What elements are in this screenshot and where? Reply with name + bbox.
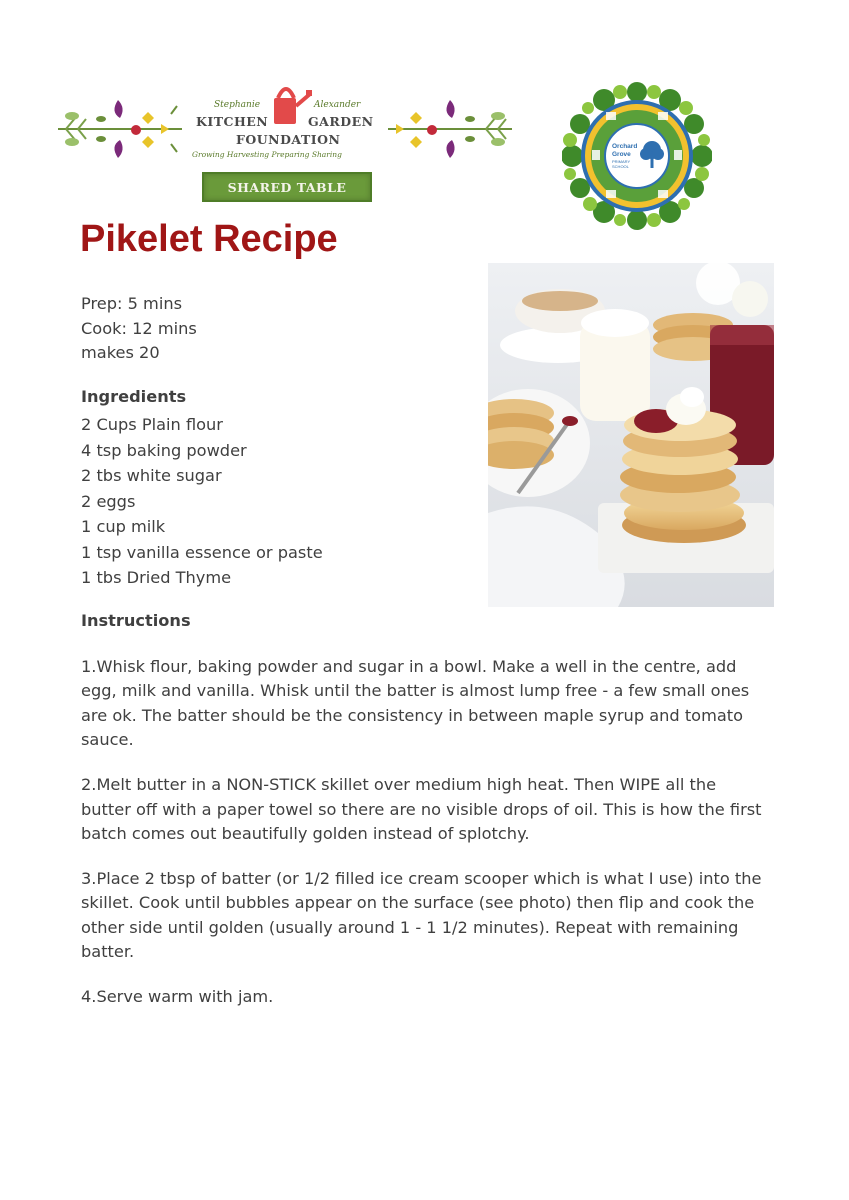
orchard-grove-school-logo [562,78,712,233]
school-name-line1: Orchard [612,143,638,150]
ingredient-item: 1 tsp vanilla essence or paste [81,542,323,562]
ingredient-item: 1 tbs Dried Thyme [81,568,232,587]
instruction-step: 4.Serve warm with jam. [81,986,274,1006]
school-name-line4: SCHOOL [612,164,629,169]
instruction-step: 3.Place 2 tbsp of batter (or 1/2 filled ice cream scooper which is what I use) into the skillet. Cook until bubbles appear on the surface (see photo) then flip and cook the other side until golden (usually around 1 - 1 1/2 minutes). Repeat with remaining batter. [81,868,762,962]
pikelet-stack-photo [488,263,774,607]
kgf-foundation: FOUNDATION [236,132,341,147]
kgf-kitchen: KITCHEN [196,114,269,129]
ingredient-item: 4 tsp baking powder [81,440,247,460]
ingredient-item: 2 tbs white sugar [81,466,222,485]
school-name-line3: PRIMARY [612,159,631,164]
school-name-line2: Grove [612,151,631,158]
prep-time: Prep: 5 mins [81,294,183,313]
shared-table-banner: SHARED TABLE [202,172,372,202]
recipe-meta [81,292,197,366]
ingredients-list [81,412,323,591]
ingredient-item: 2 eggs [81,491,136,511]
kgf-script-stephanie: Stephanie [214,100,261,110]
recipe-title: Pikelet Recipe [80,218,338,260]
ingredient-item: 2 Cups Plain flour [81,415,223,434]
floral-left-icon [56,94,186,164]
kitchen-garden-foundation-logo [56,76,520,208]
instructions-list [81,655,771,1030]
kgf-script-alexander: Alexander [314,100,361,110]
watering-can-icon [264,80,314,130]
ingredients-heading: Ingredients [81,387,187,406]
instruction-step: 1.Whisk flour, baking powder and sugar in a bowl. Make a well in the centre, add egg, milk and vanilla. Whisk until the batter is almost lump free - a few small ones are ok. The batter should be the consistency in between maple syrup and tomato sauce. [81,657,750,750]
instruction-step: 2.Melt butter in a NON-STICK skillet over medium high heat. Then WIPE all the butter off with a paper towel so there are no visible drops of oil. This is how the first batch comes out beautifully golden instead of splotchy. [81,775,762,843]
ingredient-item: 1 cup milk [81,517,166,536]
cook-time: Cook: 12 mins [81,318,197,338]
kgf-tagline: Growing Harvesting Preparing Sharing [192,150,342,159]
kgf-wordmark [186,80,386,170]
floral-right-icon [386,94,516,164]
kgf-garden: GARDEN [308,114,374,129]
recipe-yield: makes 20 [81,343,160,362]
instructions-heading: Instructions [81,611,191,630]
